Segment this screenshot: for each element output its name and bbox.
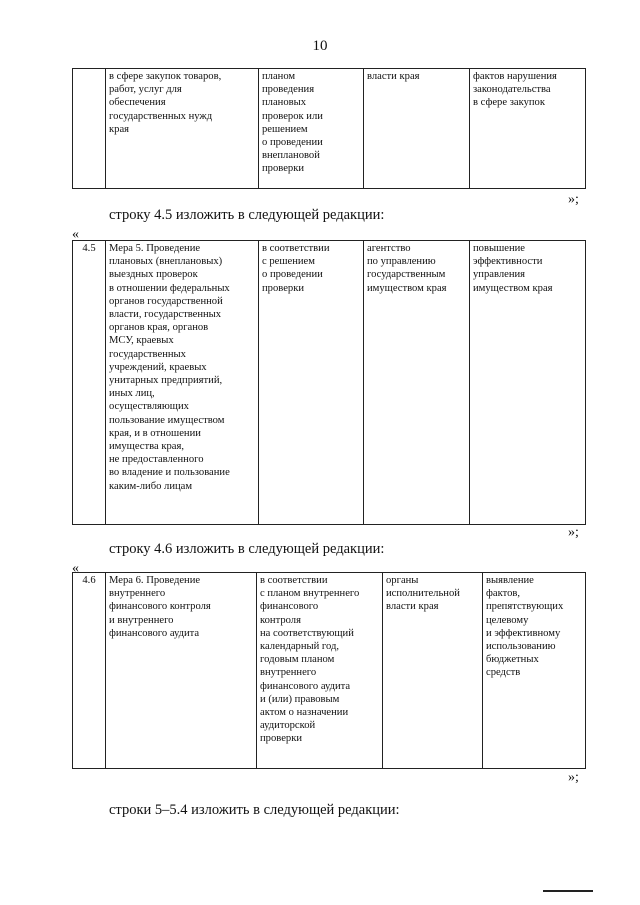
table-row-4-6: [72, 572, 586, 769]
closing-quote: »;: [568, 770, 579, 785]
cell-number: 4.6: [73, 573, 106, 769]
cell-executor: органы исполнительной власти края: [383, 573, 483, 769]
cell-basis: планом проведения плановых проверок или решением о проведении внеплановой проверки: [259, 69, 364, 189]
instruction-4-5: строку 4.5 изложить в следующей редакции:: [109, 207, 385, 223]
footer-rule: [543, 890, 593, 892]
table-row: [73, 69, 586, 189]
opening-quote: «: [72, 227, 79, 242]
table-top-continuation: [72, 68, 586, 189]
opening-quote: «: [72, 561, 79, 576]
instruction-5-5-4: строки 5–5.4 изложить в следующей редакции:: [109, 802, 400, 818]
table-row: [73, 241, 586, 525]
closing-quote: »;: [568, 192, 579, 207]
cell-result: фактов нарушения законодательства в сфере закупок: [470, 69, 586, 189]
table-row-4-5: [72, 240, 586, 525]
closing-quote: »;: [568, 525, 579, 540]
cell-executor: агентство по управлению государственным имуществом края: [364, 241, 470, 525]
cell-number: [73, 69, 106, 189]
cell-measure: в сфере закупок товаров, работ, услуг для обеспечения государственных нужд края: [106, 69, 259, 189]
page-number: 10: [312, 38, 328, 54]
cell-number: 4.5: [73, 241, 106, 525]
cell-basis: в соответствии с решением о проведении проверки: [259, 241, 364, 525]
instruction-4-6: строку 4.6 изложить в следующей редакции:: [109, 541, 385, 557]
cell-measure: Мера 5. Проведение плановых (внеплановых) выездных проверок в отношении федеральных органов государственной власти, государственных органов края, органов МСУ, краевых государственных учреждений, краевых унитарных предприятий, иных лиц, осуществляющих пользование имуществом края, и в отношении имущества края, не предоставленного во владение и пользование каким-либо лицам: [106, 241, 259, 525]
cell-result: выявление фактов, препятствующих целевому и эффективному использованию бюджетных средств: [483, 573, 586, 769]
cell-basis: в соответствии с планом внутреннего финансового контроля на соответствующий календарный год, годовым планом внутреннего финансового аудита и (или) правовым актом о назначении аудиторской проверки: [257, 573, 383, 769]
cell-result: повышение эффективности управления имуществом края: [470, 241, 586, 525]
cell-executor: власти края: [364, 69, 470, 189]
table-row: [73, 573, 586, 769]
cell-measure: Мера 6. Проведение внутреннего финансового контроля и внутреннего финансового аудита: [106, 573, 257, 769]
